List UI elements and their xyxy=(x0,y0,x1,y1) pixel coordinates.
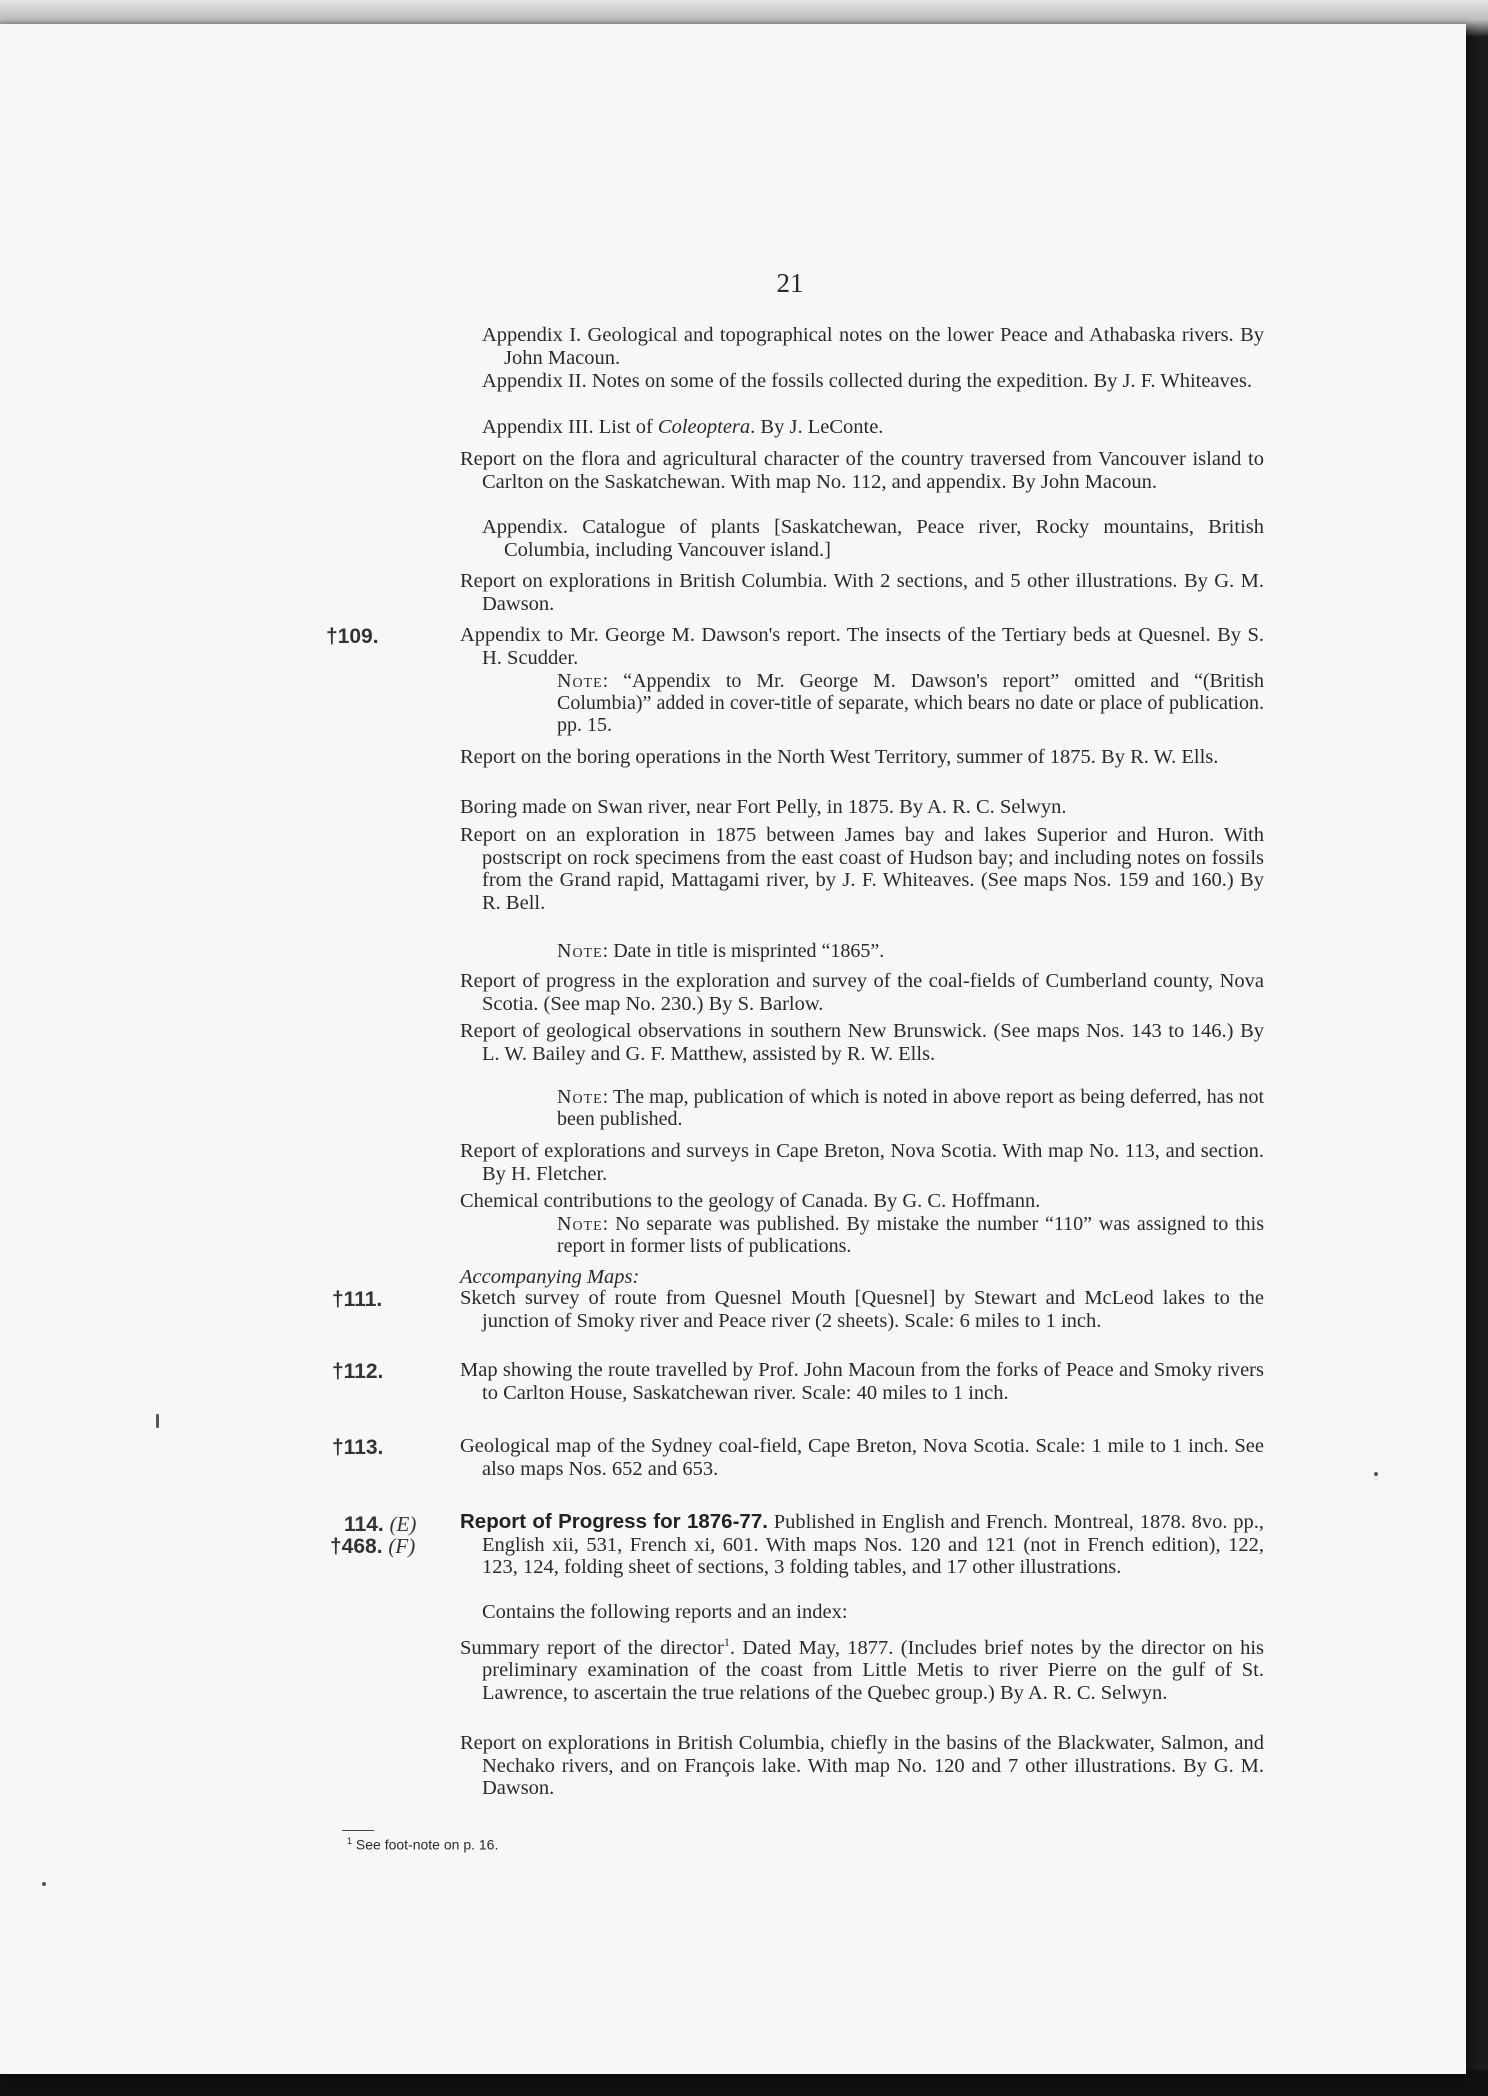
entry-chemical-contributions: Chemical contributions to the geology of Canada. By G. C. Hoffmann. xyxy=(460,1190,1041,1212)
entry-cape-breton-surveys: Report of explorations and surveys in Cape Breton, Nova Scotia. With map No. 113, and section. By H. Fletcher. xyxy=(460,1140,1264,1185)
entry-james-bay-exploration: Report on an exploration in 1875 between James bay and lakes Superior and Huron. With postscript on rock specimens from the east coast of Hudson bay; and including notes on fossils from the Grand rapid, Mattagami river, by J. F. Whiteaves. (See maps Nos. 159 and 160.) By R. Bell. xyxy=(460,824,1264,914)
entry-appendix-i: Appendix I. Geological and topographical notes on the lower Peace and Athabaska rivers. By John Macoun. xyxy=(482,324,1264,369)
entry-sketch-survey: Sketch survey of route from Quesnel Mouth [Quesnel] by Stewart and McLeod lakes to the junction of Smoky river and Peace river (2 sheets). Scale: 6 miles to 1 inch. xyxy=(460,1287,1264,1332)
entry-dawson-appendix: Appendix to Mr. George M. Dawson's report. The insects of the Tertiary beds at Quesnel. By S. H. Scudder. xyxy=(460,624,1264,669)
catalogue-number-111: †111. xyxy=(332,1288,383,1311)
page-sheet xyxy=(0,24,1466,2074)
entry-sydney-coalfield-map: Geological map of the Sydney coal-field, Cape Breton, Nova Scotia. Scale: 1 mile to 1 inch. See also maps Nos. 652 and 653. xyxy=(460,1435,1264,1480)
entry-swan-river-boring: Boring made on Swan river, near Fort Pelly, in 1875. By A. R. C. Selwyn. xyxy=(460,796,1067,818)
entry-summary-report: Summary report of the director$^1$. Dated May, 1877. (Includes brief notes by the director on his preliminary examination of the coast from Little Metis to river Pierre on the gulf of St. Lawrence, to ascertain the true relations of the Quebec group.) By A. R. C. Selwyn. xyxy=(460,1635,1265,1704)
scan-speck xyxy=(1374,1472,1378,1476)
entry-appendix-iii: Appendix III. List of Coleoptera. By J. LeConte. xyxy=(482,416,884,438)
catalogue-number-112: †112. xyxy=(332,1360,384,1383)
entry-boring-operations: Report on the boring operations in the North West Territory, summer of 1875. By R. W. Ells. xyxy=(460,746,1219,768)
entry-new-brunswick: Report of geological observations in southern New Brunswick. (See maps Nos. 143 to 146.) By L. W. Bailey and G. F. Matthew, assisted by R. W. Ells. xyxy=(460,1020,1264,1065)
contents-intro: Contains the following reports and an index: xyxy=(482,1601,848,1623)
entry-bc-explorations: Report on explorations in British Columbia. With 2 sections, and 5 other illustrations. By G. M. Dawson. xyxy=(460,570,1264,615)
catalogue-number-114: 114. (E) xyxy=(344,1512,417,1536)
scan-speck xyxy=(42,1882,46,1886)
accompanying-maps-heading: Accompanying Maps: xyxy=(460,1266,640,1288)
scan-speck xyxy=(156,1414,159,1428)
note-map-deferred: Note: The map, publication of which is noted in above report as being deferred, has not been published. xyxy=(557,1086,1264,1130)
catalogue-number-109: †109. xyxy=(326,625,379,648)
note-date-misprint: Note: Date in title is misprinted “1865”. xyxy=(557,940,885,962)
entry-macoun-route-map: Map showing the route travelled by Prof. John Macoun from the forks of Peace and Smoky rivers to Carlton House, Saskatchewan river. Scale: 40 miles to 1 inch. xyxy=(460,1359,1264,1404)
catalogue-number-113: †113. xyxy=(332,1436,384,1459)
entry-bc-blackwater: Report on explorations in British Columbia, chiefly in the basins of the Blackwater, Salmon, and Nechako rivers, and on François lake. With map No. 120 and 7 other illustrations. By G. M. Dawson. xyxy=(460,1732,1264,1799)
page-number: 21 xyxy=(776,268,804,298)
entry-flora-report: Report on the flora and agricultural character of the country traversed from Vancouver island to Carlton on the Saskatchewan. With map No. 112, and appendix. By John Macoun. xyxy=(460,448,1264,493)
page-content xyxy=(0,24,1466,2074)
footnote: $^1$ See foot-note on p. 16. xyxy=(347,1836,499,1853)
entry-report-of-progress-1876-77: Report of Progress for 1876-77. Published in English and French. Montreal, 1878. 8vo. pp., English xii, 531, French xi, 601. With maps Nos. 120 and 121 (not in French edition), 122, 123, 124, folding sheet of sections, 3 folding tables, and 17 other illustrations. xyxy=(460,1510,1265,1578)
footnote-marker: 1 xyxy=(723,1635,730,1649)
entry-cumberland-coal: Report of progress in the exploration and survey of the coal-fields of Cumberland county, Nova Scotia. (See map No. 230.) By S. Barlow. xyxy=(460,970,1264,1015)
entry-appendix-catalogue: Appendix. Catalogue of plants [Saskatchewan, Peace river, Rocky mountains, British Columbia, including Vancouver island.] xyxy=(482,516,1264,561)
note-dawson-appendix: Note: “Appendix to Mr. George M. Dawson's report” omitted and “(British Columbia)” added in cover-title of separate, which bears no date or place of publication. pp. 15. xyxy=(557,670,1264,736)
entry-appendix-ii: Appendix II. Notes on some of the fossils collected during the expedition. By J. F. Whiteaves. xyxy=(482,370,1253,392)
note-no-separate: Note: No separate was published. By mistake the number “110” was assigned to this report in former lists of publications. xyxy=(557,1213,1264,1257)
footnote-rule xyxy=(342,1830,374,1831)
catalogue-number-468: †468. (F) xyxy=(330,1534,416,1558)
